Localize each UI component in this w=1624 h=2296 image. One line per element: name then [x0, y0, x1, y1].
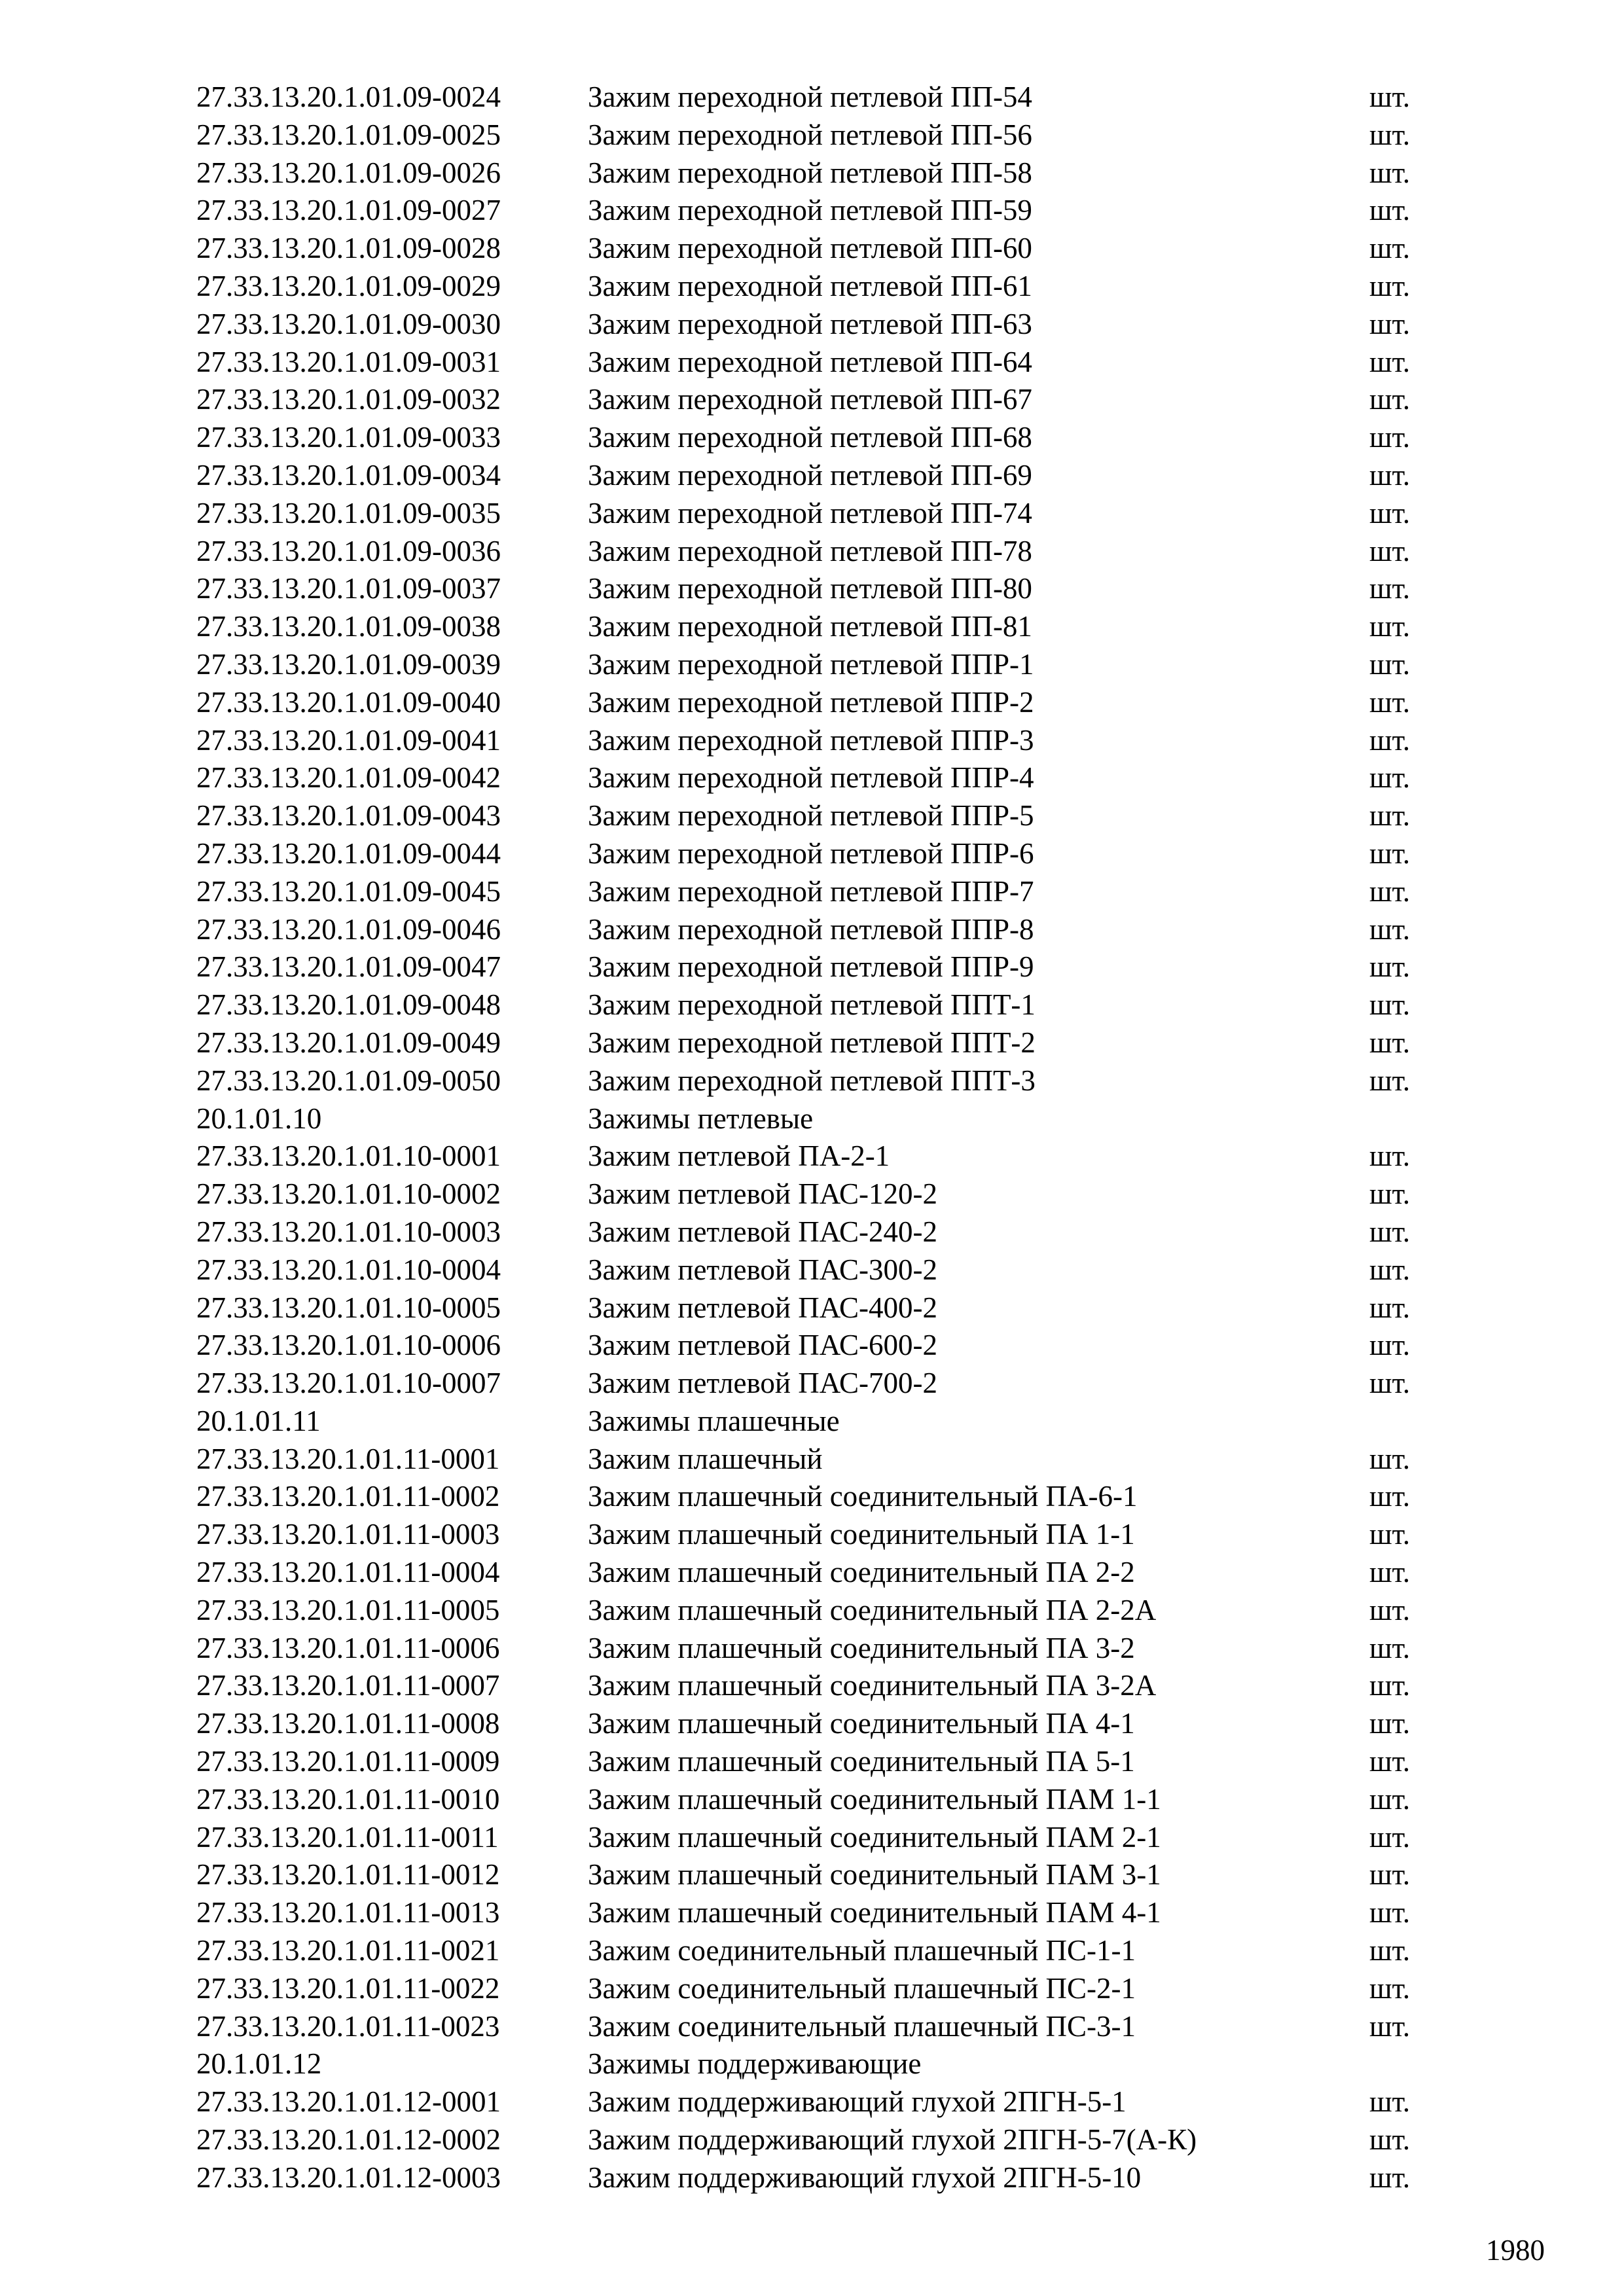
row-code: 27.33.13.20.1.01.09-0025	[196, 118, 501, 151]
row-name: Зажим петлевой ПАС-400-2	[588, 1291, 937, 1324]
row-name: Зажим переходной петлевой ПП-56	[588, 118, 1032, 151]
table-row	[196, 1819, 1440, 1857]
row-unit: шт.	[1369, 2085, 1411, 2119]
table-row	[196, 1554, 1440, 1592]
row-unit: шт.	[1369, 685, 1411, 719]
row-name: Зажим переходной петлевой ППТ-2	[588, 1026, 1036, 1059]
row-unit: шт.	[1369, 1518, 1411, 1551]
row-name: Зажим плашечный соединительный ПА 3-2А	[588, 1669, 1157, 1702]
row-name: Зажим плашечный	[588, 1442, 823, 1475]
row-unit: шт.	[1369, 269, 1411, 302]
row-unit: шт.	[1369, 1215, 1411, 1248]
row-unit: шт.	[1369, 1971, 1411, 2005]
table-row	[196, 835, 1440, 873]
row-unit: шт.	[1369, 118, 1411, 151]
row-unit: шт.	[1369, 1934, 1411, 1967]
table-row	[196, 381, 1440, 419]
table-row	[196, 1592, 1440, 1630]
row-name: Зажим переходной петлевой ПП-68	[588, 421, 1032, 454]
table-row	[196, 911, 1440, 949]
row-unit: шт.	[1369, 2161, 1411, 2194]
table-row	[196, 722, 1440, 760]
row-unit: шт.	[1369, 345, 1411, 378]
row-name: Зажим плашечный соединительный ПА 2-2	[588, 1556, 1135, 1589]
table-row	[196, 797, 1440, 835]
row-code: 27.33.13.20.1.01.09-0034	[196, 458, 501, 492]
table-row	[196, 2008, 1440, 2046]
table-row	[196, 457, 1440, 495]
row-unit: шт.	[1369, 723, 1411, 757]
table-row	[196, 1894, 1440, 1932]
row-unit: шт.	[1369, 761, 1411, 795]
table-row	[196, 646, 1440, 684]
row-unit: шт.	[1369, 496, 1411, 529]
table-row	[196, 1213, 1440, 1251]
page-number: 1980	[1486, 2234, 1545, 2267]
row-code: 27.33.13.20.1.01.09-0049	[196, 1026, 501, 1059]
row-name: Зажим петлевой ПАС-240-2	[588, 1215, 937, 1248]
row-name: Зажим переходной петлевой ПП-81	[588, 610, 1032, 643]
row-name: Зажим переходной петлевой ПП-54	[588, 81, 1032, 113]
table-row	[196, 1327, 1440, 1365]
row-unit: шт.	[1369, 1669, 1411, 1702]
row-unit: шт.	[1369, 232, 1411, 265]
row-code: 27.33.13.20.1.01.09-0044	[196, 836, 501, 870]
row-name: Зажим петлевой ПАС-120-2	[588, 1177, 937, 1211]
row-unit: шт.	[1369, 1480, 1411, 1513]
row-name: Зажим переходной петлевой ПП-58	[588, 156, 1032, 189]
table-row	[196, 2083, 1440, 2121]
price-list-table	[196, 79, 1440, 2197]
table-row	[196, 1251, 1440, 1289]
row-unit: шт.	[1369, 81, 1411, 113]
row-unit: шт.	[1369, 1820, 1411, 1854]
row-code: 27.33.13.20.1.01.11-0003	[196, 1518, 500, 1551]
row-unit: шт.	[1369, 2123, 1411, 2157]
row-code: 27.33.13.20.1.01.09-0045	[196, 874, 501, 908]
table-row	[196, 495, 1440, 533]
row-unit: шт.	[1369, 1367, 1411, 1400]
row-name: Зажим плашечный соединительный ПА-6-1	[588, 1480, 1138, 1513]
row-code: 27.33.13.20.1.01.10-0006	[196, 1329, 501, 1362]
row-code: 27.33.13.20.1.01.11-0009	[196, 1745, 500, 1778]
row-name: Зажим переходной петлевой ПП-63	[588, 307, 1032, 340]
table-row	[196, 1365, 1440, 1403]
row-unit: шт.	[1369, 912, 1411, 946]
row-code: 27.33.13.20.1.01.09-0047	[196, 950, 501, 984]
row-code: 27.33.13.20.1.01.09-0029	[196, 269, 501, 302]
row-unit: шт.	[1369, 383, 1411, 416]
row-name: Зажим переходной петлевой ПП-67	[588, 383, 1032, 416]
row-code: 27.33.13.20.1.01.09-0027	[196, 194, 501, 227]
table-row	[196, 79, 1440, 117]
row-name: Зажим поддерживающий глухой 2ПГН-5-1	[588, 2085, 1127, 2119]
row-name: Зажим плашечный соединительный ПА 4-1	[588, 1707, 1135, 1740]
row-unit: шт.	[1369, 1556, 1411, 1589]
row-name: Зажим переходной петлевой ППР-8	[588, 912, 1034, 946]
row-name: Зажим плашечный соединительный ПА 3-2	[588, 1631, 1135, 1664]
row-name: Зажимы поддерживающие	[588, 2047, 922, 2081]
row-code: 20.1.01.10	[196, 1102, 322, 1135]
row-code: 27.33.13.20.1.01.11-0001	[196, 1442, 500, 1475]
row-unit: шт.	[1369, 1782, 1411, 1816]
row-code: 27.33.13.20.1.01.11-0005	[196, 1593, 500, 1626]
table-row	[196, 1289, 1440, 1327]
table-row	[196, 684, 1440, 722]
row-code: 20.1.01.12	[196, 2047, 322, 2081]
row-code: 27.33.13.20.1.01.09-0041	[196, 723, 501, 757]
table-row	[196, 948, 1440, 986]
row-code: 27.33.13.20.1.01.11-0010	[196, 1782, 500, 1816]
row-unit: шт.	[1369, 1253, 1411, 1286]
row-code: 27.33.13.20.1.01.11-0007	[196, 1669, 500, 1702]
row-code: 27.33.13.20.1.01.09-0030	[196, 307, 501, 340]
row-code: 27.33.13.20.1.01.11-0006	[196, 1631, 500, 1664]
row-code: 27.33.13.20.1.01.09-0039	[196, 647, 501, 681]
row-name: Зажим переходной петлевой ПП-64	[588, 345, 1032, 378]
row-code: 27.33.13.20.1.01.12-0002	[196, 2123, 501, 2157]
row-unit: шт.	[1369, 950, 1411, 984]
row-name: Зажимы петлевые	[588, 1102, 814, 1135]
table-row	[196, 2159, 1440, 2197]
row-name: Зажим переходной петлевой ППР-2	[588, 685, 1034, 719]
table-row	[196, 873, 1440, 911]
table-row	[196, 117, 1440, 154]
row-unit: шт.	[1369, 1896, 1411, 1929]
table-row	[196, 192, 1440, 230]
row-name: Зажим переходной петлевой ПП-78	[588, 534, 1032, 567]
row-code: 27.33.13.20.1.01.09-0033	[196, 421, 501, 454]
row-unit: шт.	[1369, 647, 1411, 681]
row-unit: шт.	[1369, 1291, 1411, 1324]
row-code: 20.1.01.11	[196, 1404, 321, 1437]
row-code: 27.33.13.20.1.01.09-0026	[196, 156, 501, 189]
row-name: Зажим переходной петлевой ПП-74	[588, 496, 1032, 529]
row-name: Зажим плашечный соединительный ПА 2-2А	[588, 1593, 1157, 1626]
row-code: 27.33.13.20.1.01.09-0050	[196, 1064, 501, 1097]
row-name: Зажим соединительный плашечный ПС-3-1	[588, 2009, 1136, 2043]
row-name: Зажим петлевой ПАС-300-2	[588, 1253, 937, 1286]
row-name: Зажим переходной петлевой ПП-80	[588, 572, 1032, 605]
table-row	[196, 1932, 1440, 1970]
row-name: Зажим переходной петлевой ППР-9	[588, 950, 1034, 984]
row-name: Зажим плашечный соединительный ПАМ 3-1	[588, 1858, 1161, 1892]
section-header-row	[196, 2045, 1440, 2083]
row-unit: шт.	[1369, 1026, 1411, 1059]
row-name: Зажим переходной петлевой ППР-6	[588, 836, 1034, 870]
row-name: Зажим плашечный соединительный ПАМ 2-1	[588, 1820, 1161, 1854]
row-name: Зажим переходной петлевой ППР-7	[588, 874, 1034, 908]
row-code: 27.33.13.20.1.01.11-0021	[196, 1934, 500, 1967]
row-name: Зажим переходной петлевой ППР-3	[588, 723, 1034, 757]
table-row	[196, 1516, 1440, 1554]
row-code: 27.33.13.20.1.01.10-0003	[196, 1215, 501, 1248]
row-name: Зажим петлевой ПАС-700-2	[588, 1367, 937, 1400]
table-row	[196, 268, 1440, 306]
row-name: Зажим переходной петлевой ПП-69	[588, 458, 1032, 492]
row-unit: шт.	[1369, 1858, 1411, 1892]
table-row	[196, 344, 1440, 382]
row-code: 27.33.13.20.1.01.09-0042	[196, 761, 501, 795]
row-unit: шт.	[1369, 1593, 1411, 1626]
row-unit: шт.	[1369, 534, 1411, 567]
row-code: 27.33.13.20.1.01.11-0022	[196, 1971, 500, 2005]
row-name: Зажим переходной петлевой ПП-61	[588, 269, 1032, 302]
row-unit: шт.	[1369, 1139, 1411, 1173]
row-name: Зажим переходной петлевой ППТ-1	[588, 988, 1036, 1022]
row-code: 27.33.13.20.1.01.09-0028	[196, 232, 501, 265]
row-code: 27.33.13.20.1.01.09-0043	[196, 799, 501, 833]
row-unit: шт.	[1369, 458, 1411, 492]
row-name: Зажим соединительный плашечный ПС-1-1	[588, 1934, 1136, 1967]
row-code: 27.33.13.20.1.01.12-0003	[196, 2161, 501, 2194]
row-unit: шт.	[1369, 1177, 1411, 1211]
row-code: 27.33.13.20.1.01.09-0038	[196, 610, 501, 643]
row-code: 27.33.13.20.1.01.09-0046	[196, 912, 501, 946]
row-code: 27.33.13.20.1.01.09-0031	[196, 345, 501, 378]
table-row	[196, 1441, 1440, 1479]
row-name: Зажим переходной петлевой ППР-4	[588, 761, 1034, 795]
table-row	[196, 1743, 1440, 1781]
row-name: Зажим плашечный соединительный ПАМ 4-1	[588, 1896, 1161, 1929]
table-row	[196, 2121, 1440, 2159]
row-name: Зажим плашечный соединительный ПА 5-1	[588, 1745, 1135, 1778]
table-row	[196, 533, 1440, 571]
row-code: 27.33.13.20.1.01.11-0013	[196, 1896, 500, 1929]
row-code: 27.33.13.20.1.01.11-0004	[196, 1556, 500, 1589]
row-unit: шт.	[1369, 1329, 1411, 1362]
row-code: 27.33.13.20.1.01.09-0024	[196, 81, 501, 113]
row-code: 27.33.13.20.1.01.10-0005	[196, 1291, 501, 1324]
table-row	[196, 570, 1440, 608]
row-name: Зажим переходной петлевой ПП-59	[588, 194, 1032, 227]
row-code: 27.33.13.20.1.01.11-0011	[196, 1820, 499, 1854]
table-row	[196, 1478, 1440, 1516]
row-name: Зажим поддерживающий глухой 2ПГН-5-10	[588, 2161, 1142, 2194]
row-unit: шт.	[1369, 421, 1411, 454]
row-unit: шт.	[1369, 2009, 1411, 2043]
table-row	[196, 1062, 1440, 1100]
table-row	[196, 230, 1440, 268]
row-code: 27.33.13.20.1.01.11-0002	[196, 1480, 500, 1513]
row-name: Зажим переходной петлевой ПП-60	[588, 232, 1032, 265]
table-row	[196, 986, 1440, 1024]
row-code: 27.33.13.20.1.01.10-0002	[196, 1177, 501, 1211]
table-row	[196, 1667, 1440, 1705]
row-code: 27.33.13.20.1.01.09-0037	[196, 572, 501, 605]
table-row	[196, 759, 1440, 797]
row-code: 27.33.13.20.1.01.11-0023	[196, 2009, 500, 2043]
row-unit: шт.	[1369, 874, 1411, 908]
row-code: 27.33.13.20.1.01.09-0032	[196, 383, 501, 416]
row-name: Зажим переходной петлевой ППР-5	[588, 799, 1034, 833]
row-unit: шт.	[1369, 1442, 1411, 1475]
row-unit: шт.	[1369, 156, 1411, 189]
row-name: Зажим петлевой ПА-2-1	[588, 1139, 890, 1173]
section-header-row	[196, 1403, 1440, 1441]
row-unit: шт.	[1369, 1064, 1411, 1097]
table-row	[196, 1856, 1440, 1894]
row-code: 27.33.13.20.1.01.10-0007	[196, 1367, 501, 1400]
row-code: 27.33.13.20.1.01.09-0040	[196, 685, 501, 719]
row-code: 27.33.13.20.1.01.12-0001	[196, 2085, 501, 2119]
row-code: 27.33.13.20.1.01.10-0001	[196, 1139, 501, 1173]
table-row	[196, 1970, 1440, 2008]
row-name: Зажимы плашечные	[588, 1404, 840, 1437]
table-row	[196, 1138, 1440, 1175]
row-code: 27.33.13.20.1.01.09-0036	[196, 534, 501, 567]
row-name: Зажим переходной петлевой ППТ-3	[588, 1064, 1036, 1097]
row-name: Зажим переходной петлевой ППР-1	[588, 647, 1034, 681]
row-name: Зажим плашечный соединительный ПАМ 1-1	[588, 1782, 1161, 1816]
table-row	[196, 1024, 1440, 1062]
table-row	[196, 1175, 1440, 1213]
row-name: Зажим плашечный соединительный ПА 1-1	[588, 1518, 1135, 1551]
section-header-row	[196, 1100, 1440, 1138]
row-code: 27.33.13.20.1.01.11-0008	[196, 1707, 500, 1740]
table-row	[196, 608, 1440, 646]
row-unit: шт.	[1369, 610, 1411, 643]
row-name: Зажим петлевой ПАС-600-2	[588, 1329, 937, 1362]
row-unit: шт.	[1369, 836, 1411, 870]
row-unit: шт.	[1369, 1707, 1411, 1740]
row-name: Зажим соединительный плашечный ПС-2-1	[588, 1971, 1136, 2005]
row-name: Зажим поддерживающий глухой 2ПГН-5-7(А-К)	[588, 2123, 1197, 2157]
row-code: 27.33.13.20.1.01.10-0004	[196, 1253, 501, 1286]
table-row	[196, 154, 1440, 192]
row-unit: шт.	[1369, 194, 1411, 227]
row-code: 27.33.13.20.1.01.09-0035	[196, 496, 501, 529]
table-row	[196, 1630, 1440, 1668]
row-unit: шт.	[1369, 988, 1411, 1022]
row-unit: шт.	[1369, 307, 1411, 340]
row-unit: шт.	[1369, 572, 1411, 605]
row-unit: шт.	[1369, 1745, 1411, 1778]
row-unit: шт.	[1369, 1631, 1411, 1664]
table-row	[196, 1705, 1440, 1743]
table-row	[196, 419, 1440, 457]
row-code: 27.33.13.20.1.01.09-0048	[196, 988, 501, 1022]
row-unit: шт.	[1369, 799, 1411, 833]
table-row	[196, 306, 1440, 344]
table-row	[196, 1781, 1440, 1819]
row-code: 27.33.13.20.1.01.11-0012	[196, 1858, 500, 1892]
